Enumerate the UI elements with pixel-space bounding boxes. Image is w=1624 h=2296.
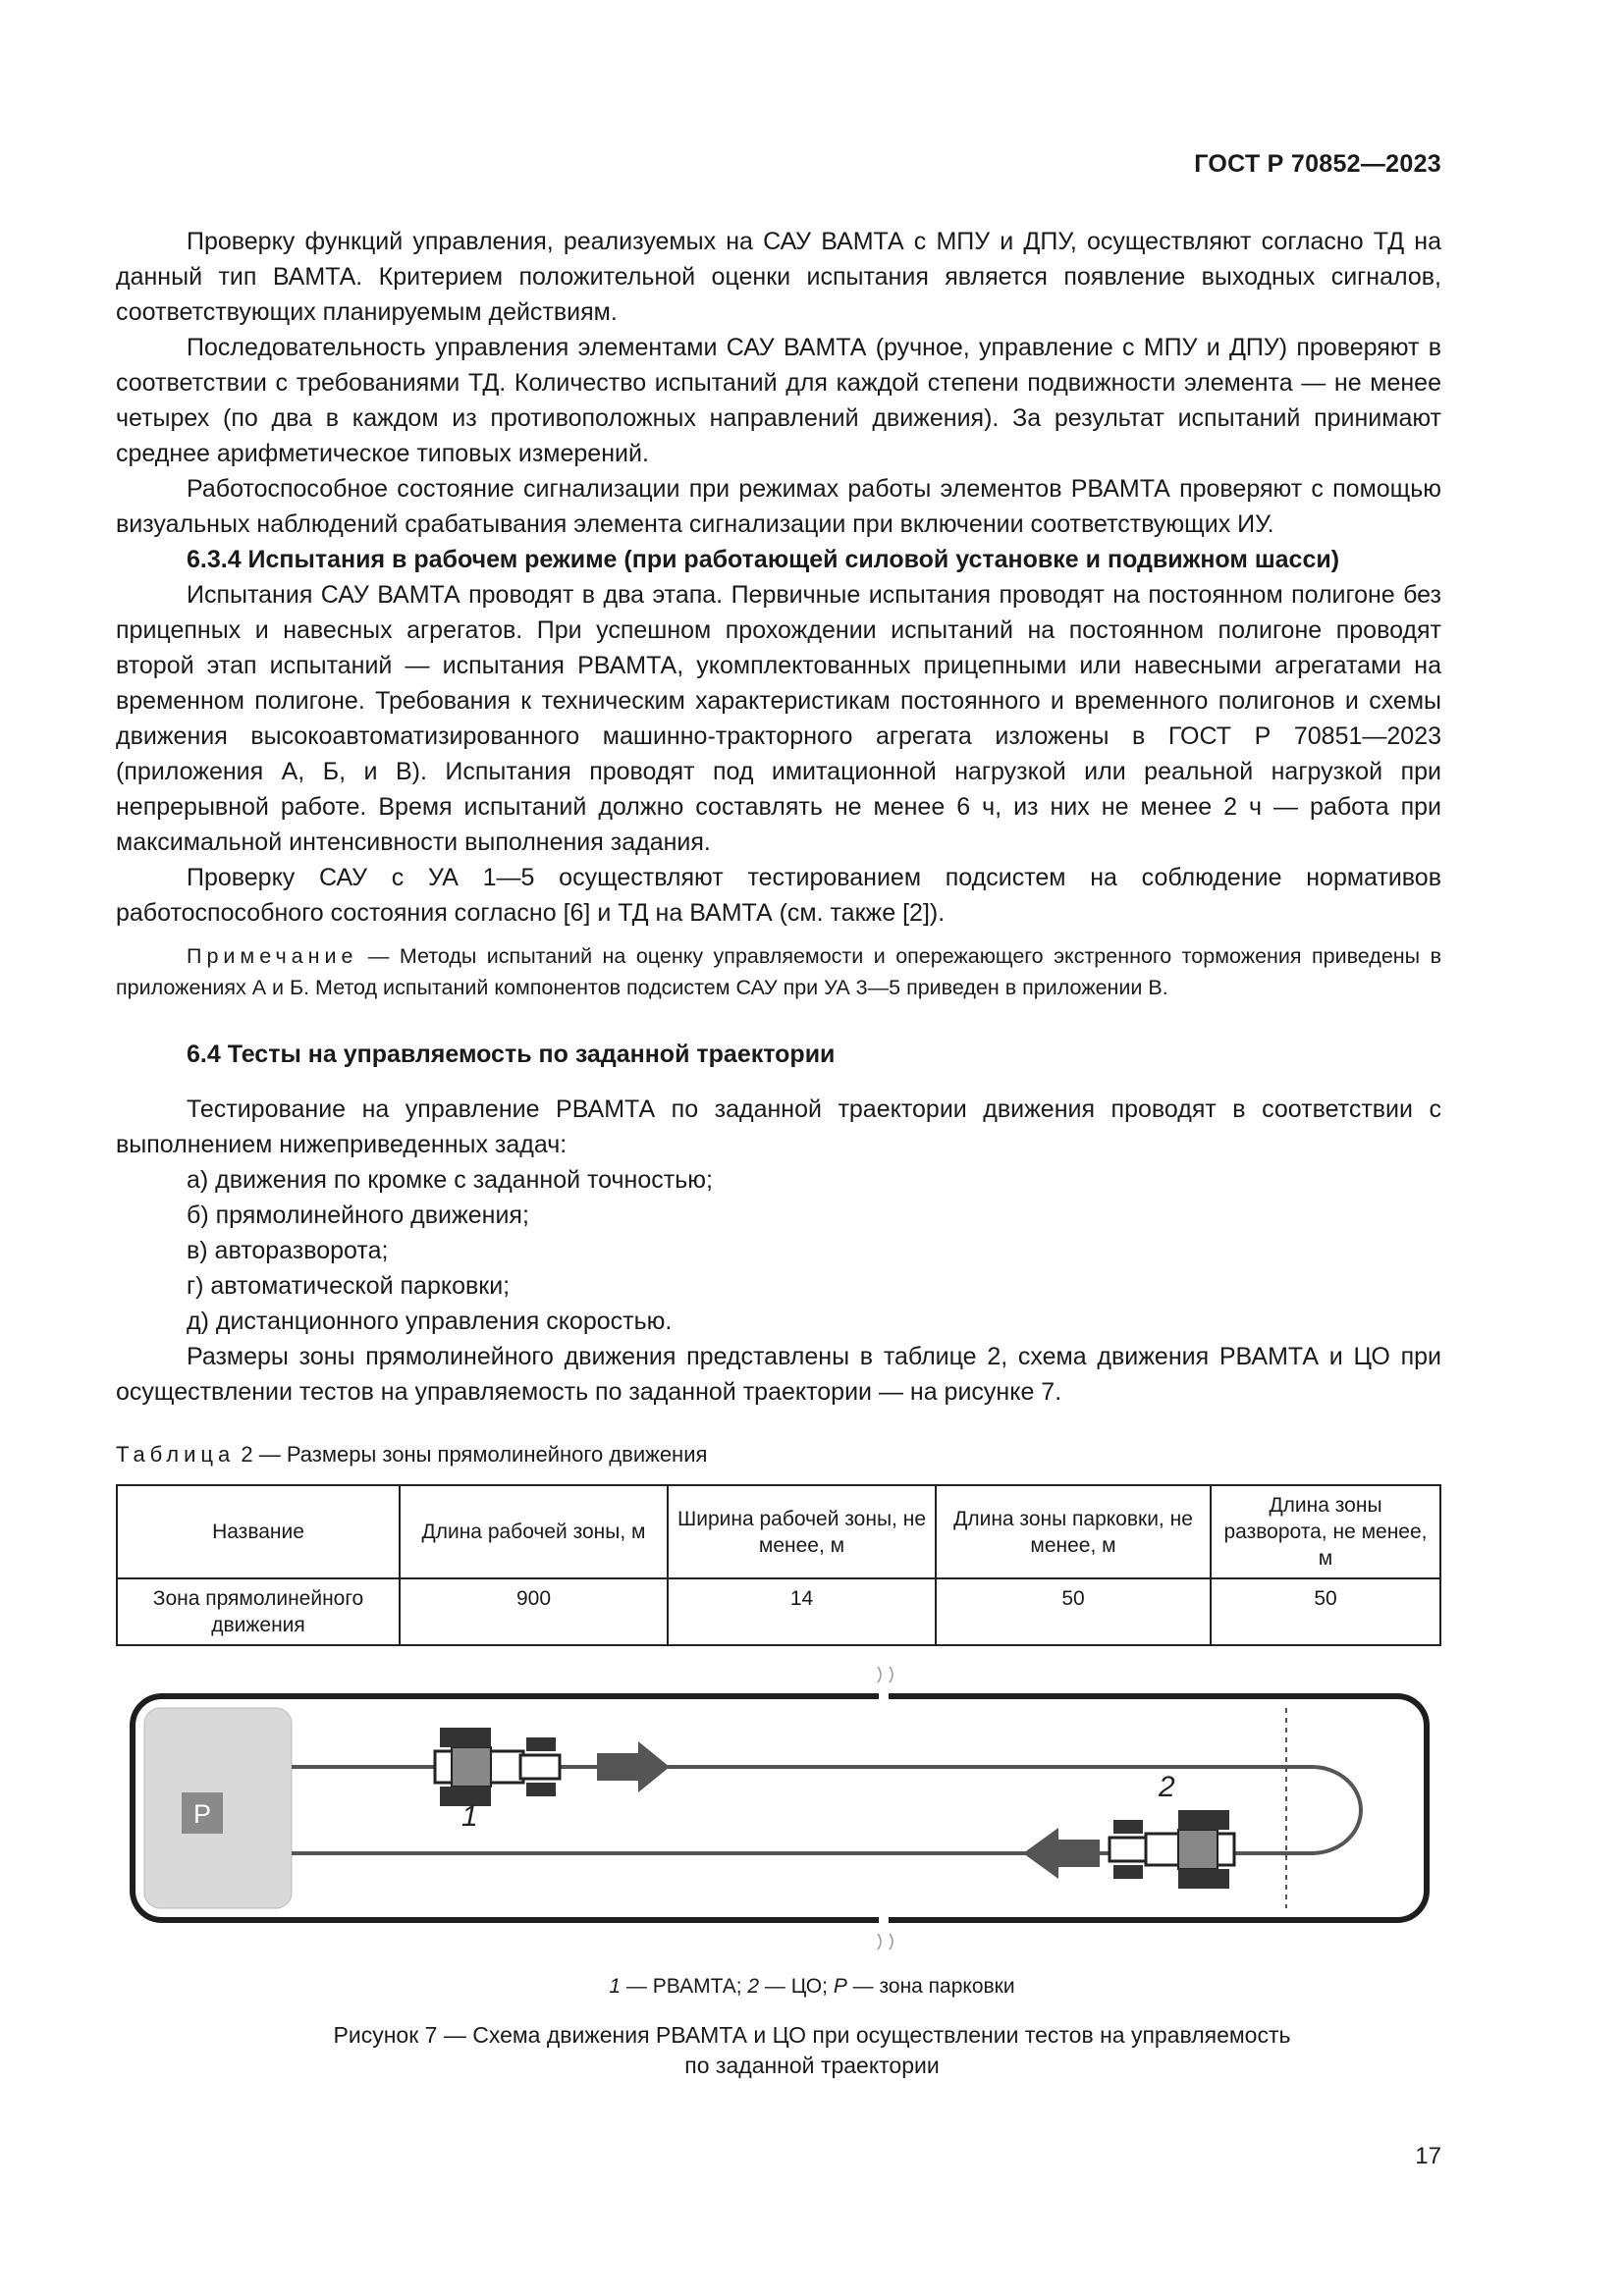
turnaround-loop <box>1312 1767 1361 1853</box>
section-title-6-4: 6.4 Тесты на управляемость по заданной траектории <box>187 1041 836 1068</box>
table-header-cell: Длина рабочей зоны, м <box>400 1485 668 1578</box>
paragraph: Испытания САУ ВАМТА проводят в два этапа. Первичные испытания проводят на постоянном полигоне без прицепных и навесных агрегатов. При успешном прохождении испытаний на постоянном полигоне проводят второй этап испытаний — испытания РВАМТА, укомплектованных прицепными или навесными агрегатами на временном полигоне. Требования к техническим характеристикам постоянного и временного полигонов и схемы движения высокоавтоматизированного машинно-тракторного агрегата изложены в ГОСТ Р 70851—2023 (приложения А, Б, и В). Испытания проводят под имитационной нагрузкой или реальной нагрузкой при непрерывной работе. Время испытаний должно составлять не менее 6 ч, из них не менее 2 ч — работа при максимальной интенсивности выполнения задания. <box>116 581 1441 856</box>
legend-text: — зона парковки <box>846 1975 1015 1998</box>
paragraph: Размеры зоны прямолинейного движения представлены в таблице 2, схема движения РВАМТА и ЦО при осуществлении тестов на управляемость по заданной траектории — на рисунке 7. <box>116 1343 1441 1406</box>
table-cell: 900 <box>400 1578 668 1645</box>
list-item: в) авторазворота; <box>187 1237 389 1264</box>
arrow-left-icon <box>1023 1828 1100 1879</box>
page-body <box>116 224 1441 1646</box>
figure-caption-line: Рисунок 7 — Схема движения РВАМТА и ЦО при осуществлении тестов на управляемость <box>333 2022 1291 2048</box>
paragraph: Тестирование на управление РВАМТА по заданной траектории движения проводят в соответствии с выполнением нижеприведенных задач: <box>116 1095 1441 1158</box>
list-item: а) движения по кромке с заданной точностью; <box>187 1166 713 1194</box>
note <box>116 940 1441 1003</box>
figure-legend <box>0 1975 1624 1999</box>
legend-number: 2 <box>747 1975 760 1998</box>
table-cell: Зона прямолинейного движения <box>117 1578 400 1645</box>
arrow-right-icon <box>597 1741 670 1792</box>
legend-number: Р <box>833 1975 847 1998</box>
document-id: ГОСТ Р 70852—2023 <box>1194 150 1441 178</box>
legend-text: — РВАМТА; <box>621 1975 748 1998</box>
tractor-icon-1 <box>435 1728 560 1806</box>
table-caption-text: 2 — Размеры зоны прямолинейного движения <box>235 1442 708 1467</box>
table-cell: 14 <box>668 1578 936 1645</box>
label-2: 2 <box>1159 1771 1175 1803</box>
table-header-cell: Длина зоны разворота, не менее, м <box>1211 1485 1440 1578</box>
test-track-frame <box>133 1696 1427 1920</box>
paragraph: Проверку функций управления, реализуемых на САУ ВАМТА с МПУ и ДПУ, осуществляют согласно ТД на данный тип ВАМТА. Критерием положительной оценки испытания является появление выходных сигналов, соответствующих планируемым действиям. <box>116 228 1441 326</box>
figure-caption-line: по заданной траектории <box>684 2053 940 2078</box>
table-caption <box>116 1437 1441 1472</box>
table-header-cell: Название <box>117 1485 400 1578</box>
figure-caption <box>0 2020 1624 2081</box>
trajectory-diagram <box>128 1667 1434 1951</box>
paragraph: Проверку САУ с УА 1—5 осуществляют тестированием подсистем на соблюдение нормативов работоспособного состояния согласно [6] и ТД на ВАМТА (см. также [2]). <box>116 864 1441 927</box>
table-header-cell: Длина зоны парковки, не менее, м <box>936 1485 1211 1578</box>
section-title-6-3-4: 6.3.4 Испытания в рабочем режиме (при работающей силовой установке и подвижном шасси) <box>187 546 1340 573</box>
paragraph: Последовательность управления элементами САУ ВАМТА (ручное, управление с МПУ и ДПУ) проверяют в соответствии с требованиями ТД. Количество испытаний для каждой степени подвижности элемента — не менее четырех (по два в каждом из противоположных направлений движения). За результат испытаний принимают среднее арифметическое типовых измерений. <box>116 334 1441 467</box>
tractor-icon-2 <box>1110 1810 1234 1889</box>
list-item: д) дистанционного управления скоростью. <box>187 1308 673 1335</box>
parking-label: P <box>192 1799 212 1829</box>
table-header-cell: Ширина рабочей зоны, не менее, м <box>668 1485 936 1578</box>
table-cell: 50 <box>936 1578 1211 1645</box>
label-1: 1 <box>461 1800 478 1833</box>
table-header-row <box>117 1485 1440 1578</box>
table-row <box>117 1578 1440 1645</box>
table-caption-label: Таблица <box>116 1442 236 1467</box>
paragraph: Работоспособное состояние сигнализации при режимах работы элементов РВАМТА проверяют с помощью визуальных наблюдений срабатывания элемента сигнализации при включении соответствующих ИУ. <box>116 475 1441 538</box>
table-cell: 50 <box>1211 1578 1440 1645</box>
page-number: 17 <box>1415 2143 1441 2169</box>
list-item: б) прямолинейного движения; <box>187 1201 529 1229</box>
zone-dimensions-table <box>116 1484 1441 1646</box>
note-label: Примечание <box>187 944 358 968</box>
note-text: — Методы испытаний на оценку управляемости и опережающего экстренного торможения приведены в приложениях А и Б. Метод испытаний компонентов подсистем САУ при УА 3—5 приведен в приложении В. <box>116 944 1441 999</box>
legend-text: — ЦО; <box>759 1975 834 1998</box>
list-item: г) автоматической парковки; <box>187 1272 511 1300</box>
legend-number: 1 <box>609 1975 622 1998</box>
